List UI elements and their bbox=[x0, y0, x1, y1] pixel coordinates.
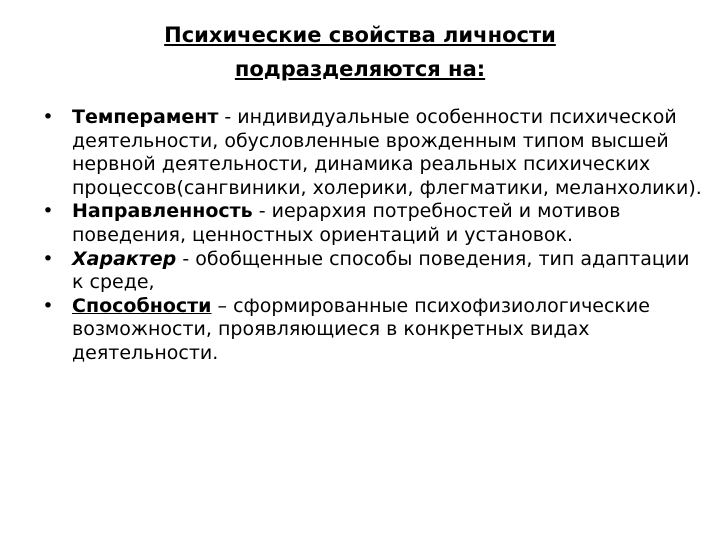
slide-title bbox=[60, 18, 660, 86]
bullet-dot-icon: • bbox=[42, 106, 54, 128]
term-character: Характер bbox=[72, 247, 177, 270]
bullet-dot-icon: • bbox=[42, 294, 54, 317]
definition-temperament: - индивидуальные особенности психической деятельности, обусловленные врожденным типом высшей нервной деятельности, динамика реальных психических процессов(сангвиники, холерики, флегматики, меланхолики). bbox=[72, 106, 702, 199]
bullet-orientation bbox=[32, 200, 704, 247]
bullet-temperament bbox=[32, 106, 704, 200]
definition-abilities: – сформированные психофизиологические возможности, проявляющиеся в конкретных видах деятельности. bbox=[72, 294, 650, 364]
bullet-dot-icon: • bbox=[42, 200, 54, 223]
bullet-list bbox=[32, 106, 704, 366]
bullet-dot-icon: • bbox=[42, 247, 54, 270]
bullet-abilities bbox=[32, 295, 704, 366]
definition-character: - обобщенные способы поведения, тип адаптации к среде, bbox=[72, 247, 690, 294]
title-line-1: Психические свойства личности bbox=[164, 23, 556, 47]
term-temperament: Темперамент bbox=[72, 106, 219, 128]
definition-orientation: - иерархия потребностей и мотивов поведения, ценностных ориентаций и установок. bbox=[72, 200, 621, 246]
term-orientation: Направленность bbox=[72, 200, 253, 223]
bullet-character bbox=[32, 248, 704, 295]
term-abilities: Способности bbox=[72, 294, 212, 317]
title-line-2: подразделяются на: bbox=[234, 57, 486, 81]
